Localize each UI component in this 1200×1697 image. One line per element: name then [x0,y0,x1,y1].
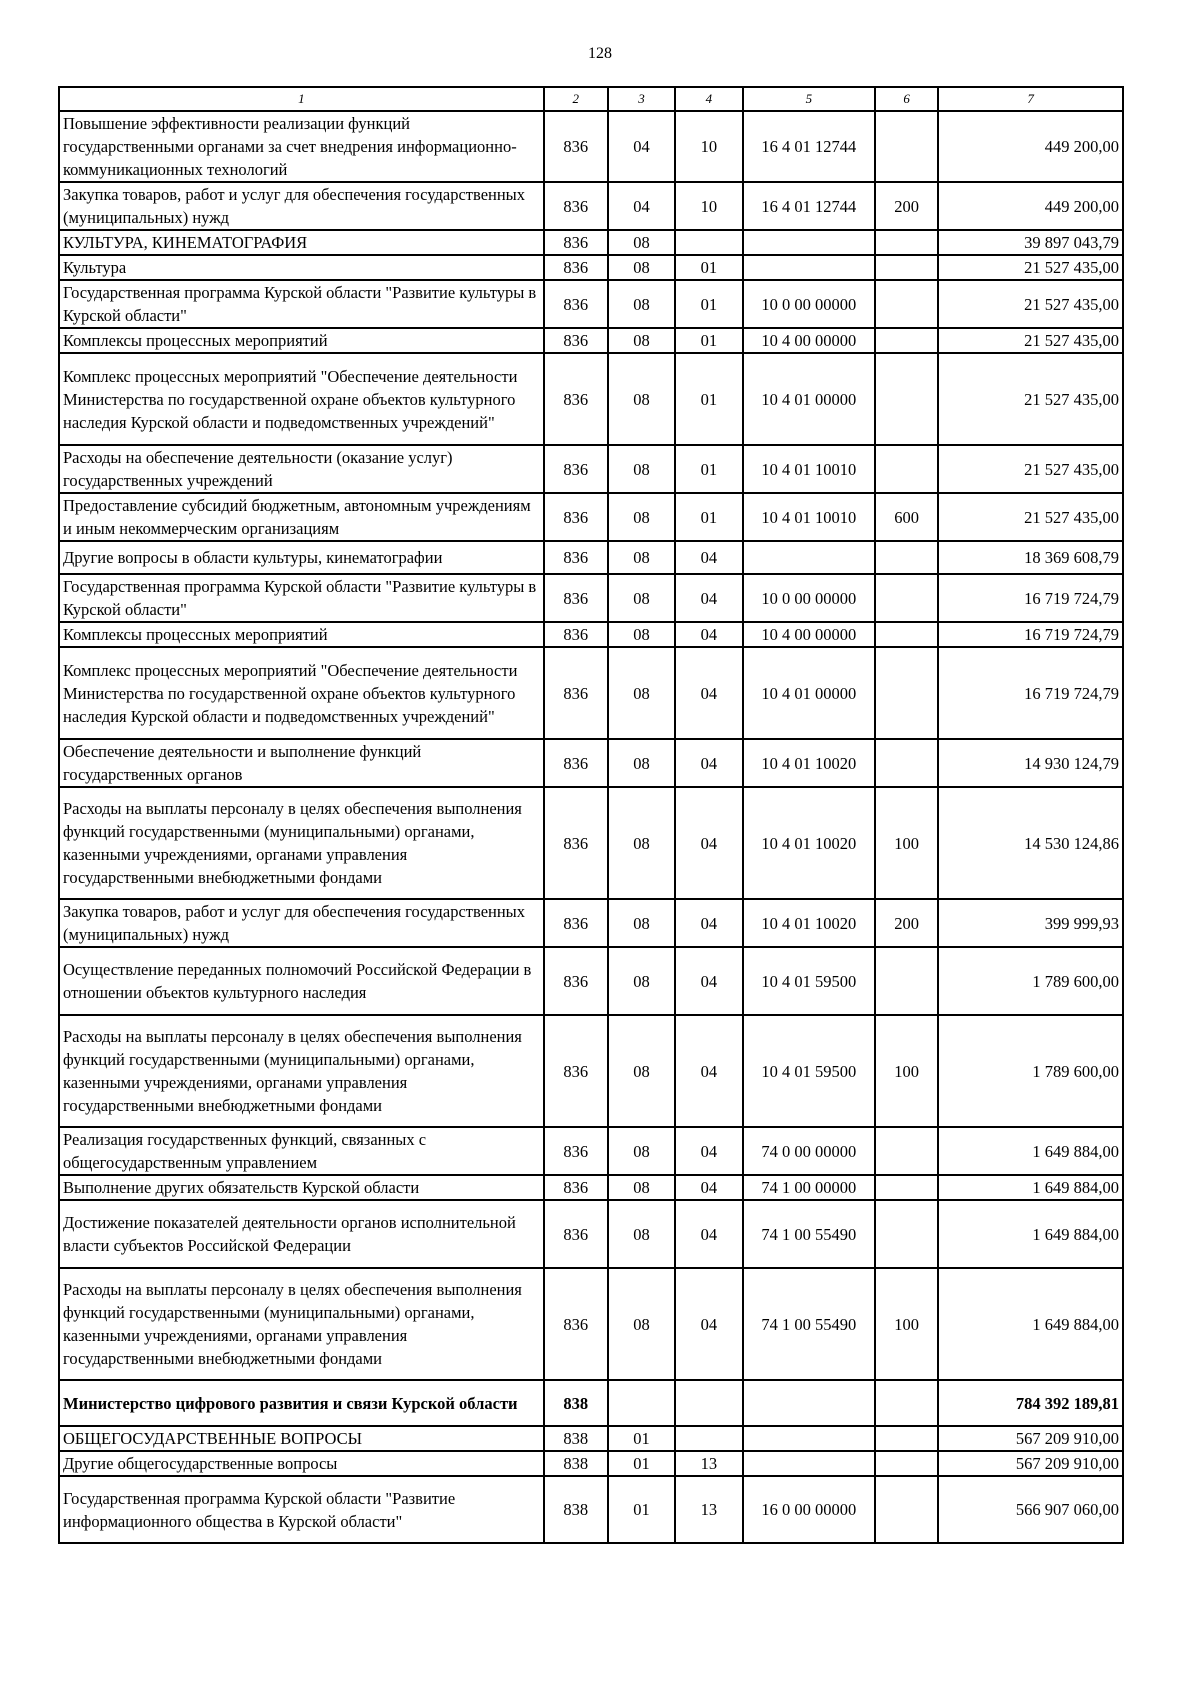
column-header: 3 [608,87,675,111]
code-subsection: 01 [675,255,742,280]
code-target-article: 74 1 00 55490 [743,1268,876,1380]
code-section: 08 [608,1127,675,1175]
code-target-article: 74 1 00 00000 [743,1175,876,1200]
code-section: 01 [608,1476,675,1543]
code-subsection: 01 [675,445,742,493]
row-name: Закупка товаров, работ и услуг для обеспечения государственных (муниципальных) нужд [59,899,544,947]
code-subsection: 13 [675,1476,742,1543]
table-row [59,541,1123,574]
column-header: 2 [544,87,608,111]
code-chief: 836 [544,230,608,255]
code-expense-type [875,1451,938,1476]
column-header: 6 [875,87,938,111]
table-row [59,353,1123,445]
row-name: Расходы на выплаты персоналу в целях обеспечения выполнения функций государственными (муниципальными) органами, казенными учреждениями, органами управления государственными внебюджетными фондами [59,787,544,899]
code-chief: 836 [544,182,608,230]
code-chief: 836 [544,280,608,328]
row-name: Обеспечение деятельности и выполнение функций государственных органов [59,739,544,787]
code-chief: 836 [544,1127,608,1175]
code-subsection: 04 [675,1015,742,1127]
row-name: Расходы на выплаты персоналу в целях обеспечения выполнения функций государственными (муниципальными) органами, казенными учреждениями, органами управления государственными внебюджетными фондами [59,1268,544,1380]
row-name: Повышение эффективности реализации функций государственными органами за счет внедрения информационно-коммуникационных технологий [59,111,544,182]
code-expense-type [875,328,938,353]
table-header-row [59,87,1123,111]
code-target-article: 10 4 01 59500 [743,947,876,1015]
row-name: Закупка товаров, работ и услуг для обеспечения государственных (муниципальных) нужд [59,182,544,230]
code-section: 08 [608,899,675,947]
code-subsection: 01 [675,328,742,353]
amount: 1 789 600,00 [938,947,1123,1015]
table-row [59,1426,1123,1451]
code-chief: 836 [544,899,608,947]
code-subsection: 04 [675,947,742,1015]
amount: 1 649 884,00 [938,1268,1123,1380]
code-section: 08 [608,947,675,1015]
amount: 1 649 884,00 [938,1200,1123,1268]
table-row [59,1175,1123,1200]
code-target-article [743,541,876,574]
row-name: Государственная программа Курской области "Развитие информационного общества в Курской области" [59,1476,544,1543]
table-row [59,1380,1123,1426]
amount: 21 527 435,00 [938,445,1123,493]
code-chief: 838 [544,1380,608,1426]
amount: 1 649 884,00 [938,1127,1123,1175]
table-row [59,182,1123,230]
amount: 16 719 724,79 [938,574,1123,622]
table-row [59,1451,1123,1476]
code-target-article: 10 4 01 00000 [743,353,876,445]
table-row [59,1476,1123,1543]
row-name: Культура [59,255,544,280]
code-chief: 836 [544,647,608,739]
code-chief: 836 [544,787,608,899]
code-expense-type [875,1380,938,1426]
row-name: Осуществление переданных полномочий Российской Федерации в отношении объектов культурного наследия [59,947,544,1015]
code-chief: 838 [544,1451,608,1476]
code-section: 04 [608,111,675,182]
amount: 1 649 884,00 [938,1175,1123,1200]
row-name: Достижение показателей деятельности органов исполнительной власти субъектов Российской Федерации [59,1200,544,1268]
amount: 449 200,00 [938,111,1123,182]
code-chief: 836 [544,1268,608,1380]
amount: 18 369 608,79 [938,541,1123,574]
code-section: 08 [608,647,675,739]
code-section: 08 [608,1268,675,1380]
code-expense-type [875,739,938,787]
code-expense-type [875,947,938,1015]
code-expense-type [875,445,938,493]
row-name: Другие вопросы в области культуры, кинематографии [59,541,544,574]
code-expense-type [875,1200,938,1268]
code-section [608,1380,675,1426]
table-row [59,574,1123,622]
amount: 21 527 435,00 [938,328,1123,353]
code-subsection: 04 [675,787,742,899]
code-subsection: 04 [675,899,742,947]
code-subsection: 04 [675,1175,742,1200]
code-subsection: 04 [675,647,742,739]
code-chief: 836 [544,739,608,787]
row-name: Государственная программа Курской области "Развитие культуры в Курской области" [59,574,544,622]
amount: 14 530 124,86 [938,787,1123,899]
code-expense-type [875,647,938,739]
code-expense-type [875,111,938,182]
code-chief: 838 [544,1426,608,1451]
code-section: 04 [608,182,675,230]
row-name: Предоставление субсидий бюджетным, автономным учреждениям и иным некоммерческим организациям [59,493,544,541]
row-name: Государственная программа Курской области "Развитие культуры в Курской области" [59,280,544,328]
code-target-article: 10 4 01 10010 [743,445,876,493]
code-section: 08 [608,541,675,574]
code-target-article: 10 0 00 00000 [743,280,876,328]
table-row [59,1200,1123,1268]
row-name: Комплекс процессных мероприятий "Обеспечение деятельности Министерства по государственной охране объектов культурного наследия Курской области и подведомственных учреждений" [59,647,544,739]
table-row [59,280,1123,328]
amount: 567 209 910,00 [938,1426,1123,1451]
code-section: 08 [608,493,675,541]
code-target-article: 10 4 01 10020 [743,899,876,947]
row-name: Расходы на выплаты персоналу в целях обеспечения выполнения функций государственными (муниципальными) органами, казенными учреждениями, органами управления государственными внебюджетными фондами [59,1015,544,1127]
table-row [59,1127,1123,1175]
amount: 21 527 435,00 [938,353,1123,445]
code-expense-type [875,574,938,622]
code-chief: 836 [544,111,608,182]
code-target-article: 10 4 01 00000 [743,647,876,739]
code-chief: 836 [544,493,608,541]
code-expense-type: 200 [875,899,938,947]
row-name: КУЛЬТУРА, КИНЕМАТОГРАФИЯ [59,230,544,255]
code-section: 08 [608,230,675,255]
code-section: 08 [608,255,675,280]
code-expense-type [875,622,938,647]
code-subsection: 04 [675,739,742,787]
code-expense-type: 100 [875,1268,938,1380]
code-chief: 836 [544,947,608,1015]
code-target-article [743,1380,876,1426]
code-subsection: 10 [675,111,742,182]
page-number: 128 [588,45,612,62]
code-target-article [743,1426,876,1451]
code-chief: 836 [544,1175,608,1200]
code-subsection: 04 [675,1127,742,1175]
code-chief: 836 [544,353,608,445]
code-expense-type [875,353,938,445]
table-row [59,647,1123,739]
code-target-article: 10 0 00 00000 [743,574,876,622]
column-header: 5 [743,87,876,111]
code-target-article: 16 4 01 12744 [743,111,876,182]
code-target-article: 10 4 01 10010 [743,493,876,541]
row-name: ОБЩЕГОСУДАРСТВЕННЫЕ ВОПРОСЫ [59,1426,544,1451]
code-target-article [743,230,876,255]
code-chief: 836 [544,1015,608,1127]
code-section: 08 [608,622,675,647]
code-section: 08 [608,280,675,328]
row-name: Комплекс процессных мероприятий "Обеспечение деятельности Министерства по государственной охране объектов культурного наследия Курской области и подведомственных учреждений" [59,353,544,445]
code-target-article: 10 4 01 59500 [743,1015,876,1127]
code-subsection: 04 [675,622,742,647]
row-name: Расходы на обеспечение деятельности (оказание услуг) государственных учреждений [59,445,544,493]
column-header: 1 [59,87,544,111]
amount: 21 527 435,00 [938,255,1123,280]
code-target-article: 74 1 00 55490 [743,1200,876,1268]
code-chief: 836 [544,622,608,647]
code-section: 08 [608,787,675,899]
amount: 1 789 600,00 [938,1015,1123,1127]
table-row [59,255,1123,280]
code-expense-type: 100 [875,1015,938,1127]
amount: 399 999,93 [938,899,1123,947]
code-subsection [675,230,742,255]
code-section: 08 [608,353,675,445]
row-name: Реализация государственных функций, связанных с общегосударственным управлением [59,1127,544,1175]
code-subsection: 04 [675,1268,742,1380]
code-chief: 836 [544,328,608,353]
table-row [59,787,1123,899]
code-subsection: 13 [675,1451,742,1476]
code-expense-type [875,230,938,255]
code-subsection: 10 [675,182,742,230]
code-chief: 836 [544,255,608,280]
code-section: 01 [608,1451,675,1476]
code-target-article: 16 0 00 00000 [743,1476,876,1543]
amount: 16 719 724,79 [938,647,1123,739]
code-subsection: 04 [675,574,742,622]
code-section: 08 [608,328,675,353]
code-section: 08 [608,739,675,787]
amount: 567 209 910,00 [938,1451,1123,1476]
table-row [59,947,1123,1015]
code-subsection: 01 [675,493,742,541]
code-expense-type [875,1127,938,1175]
code-target-article: 10 4 00 00000 [743,328,876,353]
amount: 784 392 189,81 [938,1380,1123,1426]
code-subsection: 01 [675,353,742,445]
code-target-article: 74 0 00 00000 [743,1127,876,1175]
row-name: Комплексы процессных мероприятий [59,328,544,353]
code-subsection [675,1426,742,1451]
code-target-article: 10 4 01 10020 [743,739,876,787]
code-expense-type [875,255,938,280]
table-row [59,328,1123,353]
column-header: 4 [675,87,742,111]
code-target-article: 10 4 01 10020 [743,787,876,899]
code-subsection: 04 [675,1200,742,1268]
code-expense-type [875,1175,938,1200]
code-expense-type: 100 [875,787,938,899]
code-subsection: 01 [675,280,742,328]
code-chief: 836 [544,541,608,574]
table-row [59,899,1123,947]
row-name: Министерство цифрового развития и связи Курской области [59,1380,544,1426]
code-subsection [675,1380,742,1426]
code-chief: 838 [544,1476,608,1543]
column-header: 7 [938,87,1123,111]
amount: 21 527 435,00 [938,280,1123,328]
code-target-article: 10 4 00 00000 [743,622,876,647]
table-row [59,739,1123,787]
code-expense-type [875,1476,938,1543]
budget-table [58,86,1124,1544]
row-name: Комплексы процессных мероприятий [59,622,544,647]
code-expense-type [875,541,938,574]
table-row [59,111,1123,182]
code-section: 01 [608,1426,675,1451]
amount: 449 200,00 [938,182,1123,230]
row-name: Другие общегосударственные вопросы [59,1451,544,1476]
code-expense-type [875,280,938,328]
table-row [59,445,1123,493]
table-row [59,622,1123,647]
amount: 14 930 124,79 [938,739,1123,787]
table-row [59,493,1123,541]
amount: 39 897 043,79 [938,230,1123,255]
amount: 16 719 724,79 [938,622,1123,647]
amount: 566 907 060,00 [938,1476,1123,1543]
table-row [59,1268,1123,1380]
code-section: 08 [608,574,675,622]
code-section: 08 [608,1175,675,1200]
code-subsection: 04 [675,541,742,574]
code-expense-type [875,1426,938,1451]
code-section: 08 [608,1015,675,1127]
code-expense-type: 200 [875,182,938,230]
code-chief: 836 [544,445,608,493]
code-expense-type: 600 [875,493,938,541]
code-target-article: 16 4 01 12744 [743,182,876,230]
table-row [59,230,1123,255]
code-section: 08 [608,445,675,493]
code-section: 08 [608,1200,675,1268]
row-name: Выполнение других обязательств Курской области [59,1175,544,1200]
code-target-article [743,1451,876,1476]
table-row [59,1015,1123,1127]
amount: 21 527 435,00 [938,493,1123,541]
code-chief: 836 [544,574,608,622]
code-chief: 836 [544,1200,608,1268]
code-target-article [743,255,876,280]
